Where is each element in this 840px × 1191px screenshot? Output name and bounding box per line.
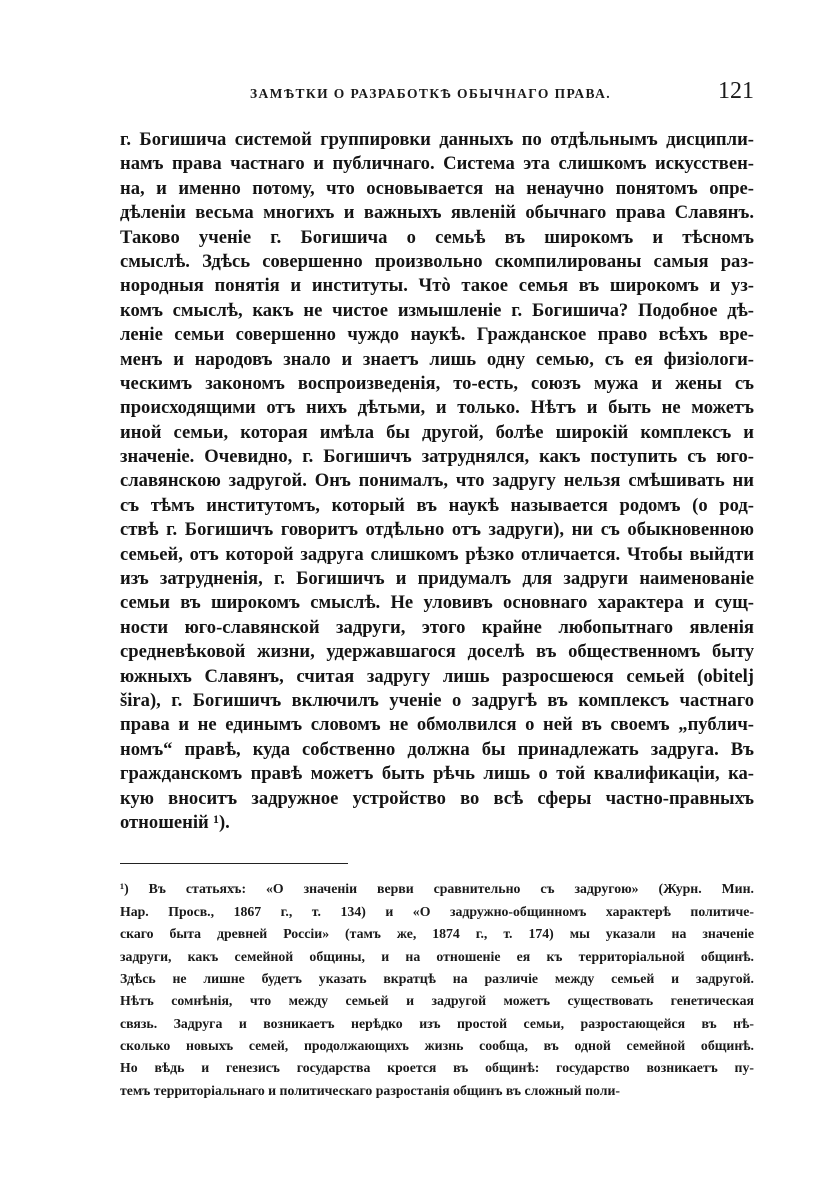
- body-line: смыслѣ. Здѣсь совершенно произвольно скомпилированы самыя раз-: [120, 250, 754, 272]
- body-line: съ тѣмъ институтомъ, который въ наукѣ называется родомъ (о род-: [120, 494, 754, 516]
- body-line: ности юго-славянской задруги, этого крайне любопытнаго явленія: [120, 616, 754, 638]
- body-line: семьи въ широкомъ смыслѣ. Не уловивъ основнаго характера и сущ-: [120, 592, 754, 614]
- footnote-rule: [120, 863, 348, 864]
- body-line: г. Богишича системой группировки данныхъ по отдѣльнымъ дисципли-: [120, 129, 754, 150]
- body-line: дѣленіи весьма многихъ и важныхъ явленій обычнаго права Славянъ.: [120, 202, 754, 224]
- body-line: значеніе. Очевидно, г. Богишичъ затруднялся, какъ поступить съ юго-: [120, 446, 754, 468]
- body-line: изъ затрудненія, г. Богишичъ и придумалъ для задруги наименованіе: [120, 568, 754, 590]
- body-line: Таково ученіе г. Богишича о семьѣ въ широкомъ и тѣсномъ: [120, 226, 754, 248]
- body-line: ствѣ г. Богишичъ говоритъ отдѣльно отъ задруги), ни съ обыкновенною: [120, 519, 754, 541]
- body-line: šira), г. Богишичъ включилъ ученіе о задругѣ въ комплексъ частнаго: [120, 689, 754, 711]
- book-page: [120, 78, 754, 1102]
- footnote-line: Нар. Просв., 1867 г., т. 134) и «О задружно-общинномъ характерѣ политиче-: [120, 903, 754, 919]
- footnote-line: Нѣтъ сомнѣнія, что между семьей и задругой можетъ существовать генетическая: [120, 993, 754, 1009]
- footnote-line: задруги, какъ семейной общины, и на отношеніе ея къ территоріальной общинѣ.: [120, 948, 754, 964]
- footnote-line: связь. Задруга и возникаетъ нерѣдко изъ простой семьи, разростающейся въ нѣ-: [120, 1015, 754, 1031]
- body-line: иной семьи, которая имѣла бы другой, болѣе широкій комплексъ и: [120, 421, 754, 443]
- body-line: славянскою задругой. Онъ понималъ, что задругу нельзя смѣшивать ни: [120, 470, 754, 492]
- footnote-line: сколько новыхъ семей, продолжающихъ жизнь сообща, въ одной семейной общинѣ.: [120, 1038, 754, 1054]
- footnote-line: темъ территоріальнаго и политическаго разростанія общинъ въ сложный поли-: [120, 1082, 621, 1098]
- body-line: намъ права частнаго и публичнаго. Система эта слишкомъ искусствен-: [120, 153, 754, 175]
- body-line: права и не единымъ словомъ не обмолвился о ней въ своемъ „публич-: [120, 714, 754, 736]
- body-line: семьей, отъ которой задруга слишкомъ рѣзко отличается. Чтобы выйдти: [120, 543, 754, 565]
- footnote: [120, 878, 754, 1102]
- body-line: леніе семьи совершенно чуждо наукѣ. Гражданское право всѣхъ вре-: [120, 324, 754, 346]
- footnote-line: ¹) Въ статьяхъ: «О значеніи верви сравнительно съ задругою» (Журн. Мин.: [120, 881, 754, 897]
- footnote-line: скаго быта древней Россіи» (тамъ же, 1874 г., т. 174) мы указали на значеніе: [120, 926, 754, 942]
- footnote-line: Здѣсь не лишне будетъ указать вкратцѣ на различіе между семьей и задругой.: [120, 970, 754, 986]
- body-line: южныхъ Славянъ, считая задругу лишь разросшеюся семьей (obitelj: [120, 665, 754, 687]
- body-line: комъ смыслѣ, какъ не чистое измышленіе г. Богишича? Подобное дѣ-: [120, 299, 754, 321]
- body-line: номъ“ правѣ, куда собственно должна бы принадлежать задруга. Въ: [120, 738, 754, 760]
- body-text: [120, 128, 754, 835]
- body-line: кую вноситъ задружное устройство во всѣ сферы частно-правныхъ: [120, 787, 754, 809]
- body-line: на, и именно потому, что основывается на ненаучно понятомъ опре-: [120, 177, 754, 199]
- running-title: ЗАМѢТКИ О РАЗРАБОТКѢ ОБЫЧНАГО ПРАВА.: [250, 86, 612, 101]
- body-line: ческимъ закономъ воспроизведенія, то-есть, союзъ мужа и жены съ: [120, 372, 754, 394]
- body-line: происходящими отъ нихъ дѣтьми, и только. Нѣтъ и быть не можетъ: [120, 397, 754, 419]
- body-line: отношеній ¹).: [120, 811, 230, 833]
- page-number: 121: [718, 78, 754, 104]
- body-line: нородныя понятія и институты. Чтò такое семья въ широкомъ и уз-: [120, 275, 754, 297]
- footnote-line: Но вѣдь и генезисъ государства кроется въ общинѣ: государство возникаетъ пу-: [120, 1060, 754, 1076]
- body-line: менъ и народовъ знало и знаетъ лишь одну семью, съ ея физіологи-: [120, 348, 754, 370]
- running-head: [120, 78, 754, 112]
- body-line: гражданскомъ правѣ можетъ быть рѣчь лишь о той квалификаціи, ка-: [120, 763, 754, 785]
- body-line: средневѣковой жизни, удержавшагося доселѣ въ общественномъ быту: [120, 641, 754, 663]
